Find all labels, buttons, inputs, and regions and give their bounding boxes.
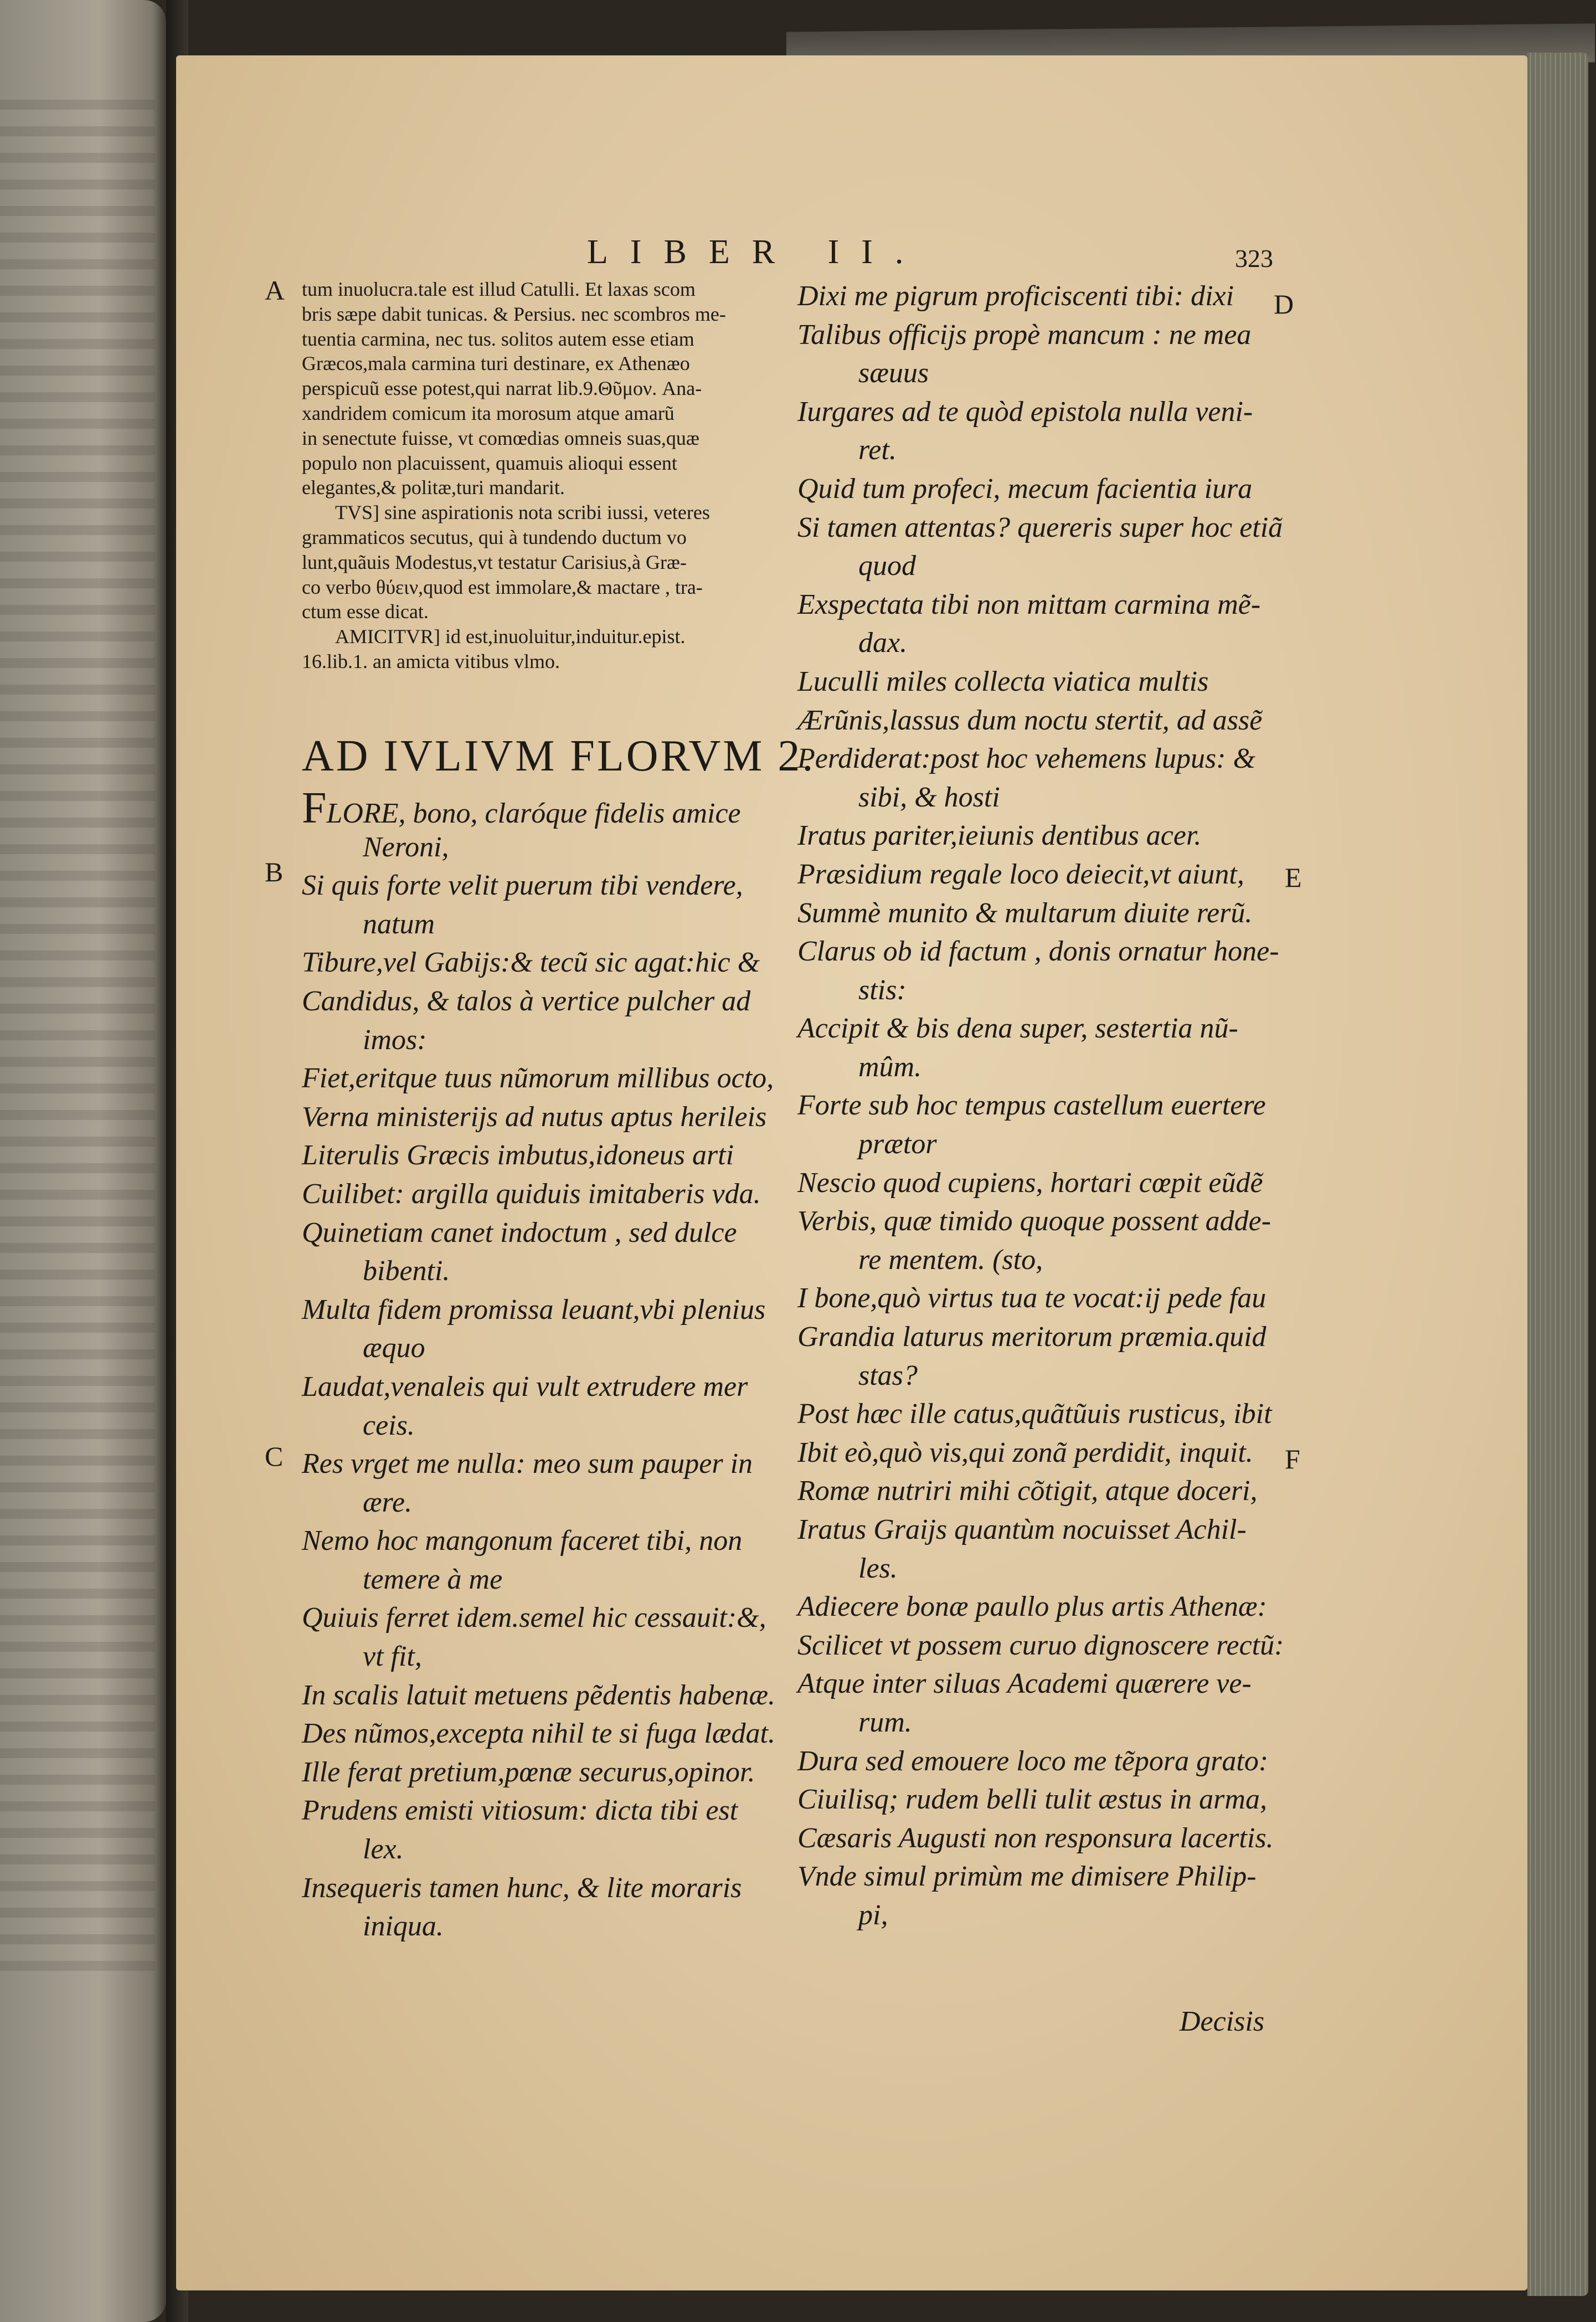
verse-line: Post hæc ille catus,quãtũuis rusticus, ibit: [797, 1398, 1272, 1430]
verse-line: Des nũmos,excepta nihil te si fuga lædat.: [302, 1718, 776, 1750]
verse-line: Quiuis ferret idem.semel hic cessauit:&,: [302, 1602, 766, 1634]
verse-line: Ille ferat pretium,pœnæ securus,opinor.: [302, 1756, 755, 1788]
verse-line: Scilicet vt possem curuo dignoscere rectũ:: [797, 1629, 1284, 1661]
verse-line: Summè munito & multarum diuite rerũ.: [797, 897, 1253, 929]
facing-page: [0, 0, 166, 2322]
verse-line: Literulis Græcis imbutus,idoneus arti: [302, 1139, 734, 1172]
verse-line: Fiet,eritque tuus nũmorum millibus octo,: [302, 1062, 774, 1095]
verse-line: stis:: [858, 974, 907, 1006]
margin-letter-a: A: [265, 275, 285, 306]
commentary-line: TVS] sine aspirationis nota scribi iussi, veteres: [335, 501, 710, 524]
commentary-line: lunt,quãuis Modestus,vt testatur Carisius,à Græ-: [302, 551, 687, 573]
verse-line: sæuus: [858, 357, 929, 389]
verse-line: stas?: [858, 1359, 918, 1391]
verse-line: ret.: [858, 434, 897, 466]
verse-line: rum.: [858, 1706, 912, 1738]
verse-line: Talibus officijs propè mancum : ne mea: [797, 318, 1252, 351]
commentary-line: grammaticos secutus, qui à tundendo ductum vo: [302, 526, 687, 548]
commentary-line: ctum esse dicat.: [302, 600, 429, 623]
commentary-line: in senectute fuisse, vt comœdias omneis suas,quæ: [302, 427, 699, 449]
verse-line: temere à me: [363, 1563, 503, 1595]
verse-line: Accipit & bis dena super, sestertia nũ-: [797, 1013, 1238, 1045]
verse-line: Præsidium regale loco deiecit,vt aiunt,: [797, 858, 1244, 890]
verse-line: Neroni,: [363, 831, 449, 863]
commentary-line: Græcos,mala carmina turi destinare, ex Athenæo: [302, 352, 690, 375]
verse-line: Iratus pariter,ieiunis dentibus acer.: [797, 820, 1202, 852]
verse-line: Dura sed emouere loco me tẽpora grato:: [797, 1745, 1269, 1777]
margin-letter-c: C: [265, 1441, 284, 1472]
commentary-line: bris sæpe dabit tunicas. & Persius. nec scombros me-: [302, 302, 726, 325]
facing-page-text-shadow: [0, 100, 155, 1983]
verse-line: Cuilibet: argilla quiduis imitaberis vda.: [302, 1178, 761, 1210]
verse-line: bibenti.: [363, 1255, 450, 1287]
verse-line: Adiecere bonæ paullo plus artis Athenæ:: [797, 1591, 1267, 1623]
page-fore-edge: [1527, 53, 1588, 2296]
verse-line: iniqua.: [363, 1910, 444, 1943]
commentary-line: tuentia carmina, nec tus. solitos autem esse etiam: [302, 327, 694, 350]
verse-line: imos:: [363, 1024, 427, 1056]
commentary-line: 16.lib.1. an amicta vitibus vlmo.: [302, 650, 560, 672]
verse-line: Dixi me pigrum proficiscenti tibi: dixi: [797, 280, 1234, 312]
commentary-line: co verbo θύειν,quod est immolare,& mactare , tra-: [302, 576, 703, 598]
commentary-line: tum inuolucra.tale est illud Catulli. Et laxas scom: [302, 278, 696, 300]
verse-line: Cæsaris Augusti non responsura lacertis.: [797, 1822, 1274, 1854]
verse-line: æquo: [363, 1332, 425, 1364]
verse-line: mûm.: [858, 1051, 922, 1083]
verse-line: Atque inter siluas Academi quærere ve-: [797, 1668, 1252, 1700]
margin-letter-d: D: [1274, 289, 1294, 320]
verse-line: Vnde simul primùm me dimisere Philip-: [797, 1861, 1257, 1893]
verse-line: Ærũnis,lassus dum noctu stertit, ad assẽ: [797, 704, 1263, 736]
verse-line: Laudat,venaleis qui vult extrudere mer: [302, 1370, 748, 1403]
verse-line: dax.: [858, 627, 908, 659]
commentary-line: AMICITVR] id est,inuoluitur,induitur.epist.: [335, 625, 686, 648]
verse-column-right: [797, 277, 1284, 1935]
verse-line: Clarus ob id factum , donis ornatur hone-: [797, 936, 1279, 968]
commentary-line: elegantes,& politæ,turi mandarit.: [302, 476, 565, 499]
verse-line: vt fit,: [363, 1641, 422, 1673]
margin-letter-b: B: [265, 856, 284, 887]
verse-line: Luculli miles collecta viatica multis: [797, 665, 1209, 697]
verse-line: lex.: [363, 1833, 404, 1866]
verse-line: Perdiderat:post hoc vehemens lupus: &: [797, 743, 1255, 775]
verse-line: [302, 784, 775, 833]
verse-line: Ciuilisq; rudem belli tulit æstus in arma,: [797, 1784, 1267, 1816]
verse-line: Exspectata tibi non mittam carmina mẽ-: [797, 588, 1261, 620]
verse-line: pi,: [858, 1899, 888, 1931]
verse-line: ære.: [363, 1486, 413, 1518]
verse-line: sibi, & hosti: [858, 781, 1000, 813]
verse-line: Grandia laturus meritorum præmia.quid: [797, 1321, 1266, 1353]
verse-line: Verna ministerijs ad nutus aptus herileis: [302, 1101, 767, 1133]
commentary-line: xandridem comicum ita morosum atque amarũ: [302, 402, 675, 424]
verse-line: Iurgares ad te quòd epistola nulla veni-: [797, 395, 1253, 428]
verse-line: I bone,quò virtus tua te vocat:ij pede fau: [797, 1282, 1266, 1314]
verse-line: Iratus Graijs quantùm nocuisset Achil-: [797, 1514, 1247, 1545]
catchword: Decisis: [1180, 2006, 1265, 2037]
verse-line: Ibit eò,quò vis,qui zonã perdidit, inquit.: [797, 1436, 1253, 1468]
verse-line: Quid tum profeci, mecum facientia iura: [797, 472, 1253, 505]
verse-line: Romæ nutriri mihi cõtigit, atque doceri,: [797, 1475, 1258, 1507]
verse-line: Tibure,vel Gabijs:& tecũ sic agat:hic &: [302, 947, 760, 979]
verse-line: quod: [858, 550, 916, 582]
initial-letter: F: [302, 784, 327, 833]
verse-column-left: [302, 784, 776, 1946]
margin-letter-e: E: [1285, 862, 1302, 893]
commentary-line: populo non placuissent, quamuis alioqui essent: [302, 451, 677, 474]
verse-line: Si tamen attentas? quereris super hoc etiã: [797, 511, 1283, 543]
running-title: LIBER II.: [587, 233, 926, 271]
verse-line: Prudens emisti vitiosum: dicta tibi est: [302, 1795, 738, 1827]
verse-line: Nescio quod cupiens, hortari cœpit eũdẽ: [797, 1167, 1263, 1199]
commentary-block: [302, 277, 789, 674]
verse-line: Verbis, quæ timido quoque possent adde-: [797, 1205, 1271, 1237]
line-rest: LORE, bono, claróque fidelis amice: [326, 798, 741, 829]
verse-line: natum: [363, 908, 435, 940]
verse-line: ceis.: [363, 1409, 415, 1441]
verse-line: les.: [858, 1552, 898, 1584]
verse-line: re mentem. (sto,: [858, 1244, 1043, 1276]
margin-letter-f: F: [1285, 1443, 1300, 1475]
verse-line: prætor: [858, 1128, 937, 1160]
verse-line: Nemo hoc mangonum faceret tibi, non: [302, 1525, 743, 1557]
verse-line: Multa fidem promissa leuant,vbi plenius: [302, 1293, 766, 1326]
poem-heading: AD IVLIVM FLORVM 2.: [302, 732, 816, 780]
commentary-line: perspicuũ esse potest,qui narrat lib.9.Θῦμον. Ana-: [302, 377, 702, 400]
verse-line: Candidus, & talos à vertice pulcher ad: [302, 985, 751, 1017]
verse-line: Res vrget me nulla: meo sum pauper in: [302, 1448, 753, 1480]
verse-line: In scalis latuit metuens pẽdentis habenæ.: [302, 1679, 776, 1711]
page-number: 323: [1235, 244, 1273, 273]
verse-line: Insequeris tamen hunc, & lite moraris: [302, 1872, 742, 1904]
verse-line: Forte sub hoc tempus castellum euertere: [797, 1090, 1266, 1122]
verse-line: Quinetiam canet indoctum , sed dulce: [302, 1216, 737, 1249]
verse-line: Si quis forte velit puerum tibi vendere,: [302, 870, 743, 902]
